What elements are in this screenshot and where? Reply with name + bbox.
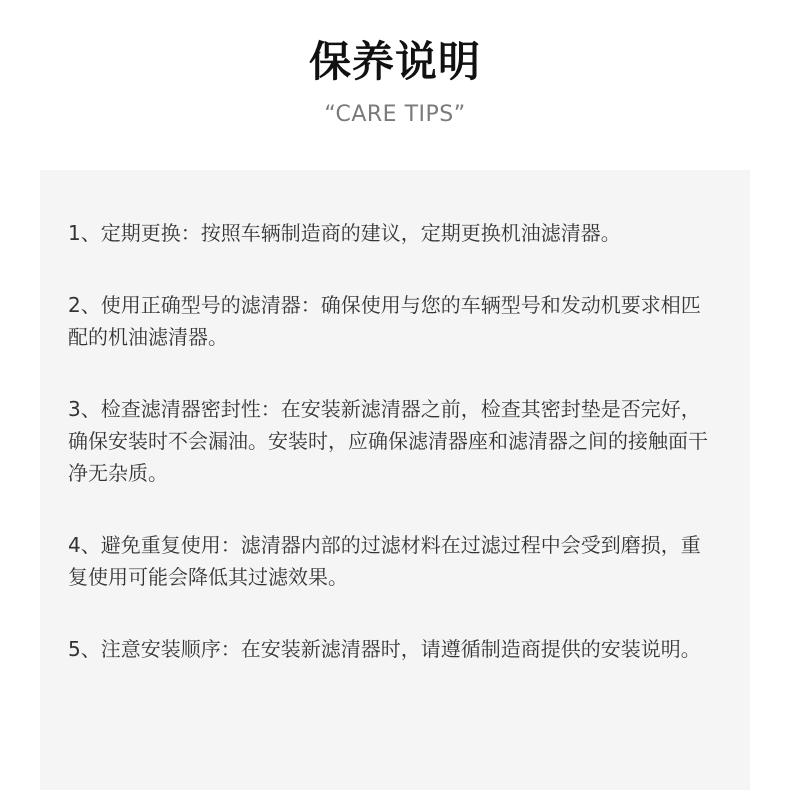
care-tip-item: 4、避免重复使用：滤清器内部的过滤材料在过滤过程中会受到磨损，重复使用可能会降低其过滤效果。 [68, 533, 701, 589]
care-tip-item: 5、注意安装顺序：在安装新滤清器时，请遵循制造商提供的安装说明。 [68, 637, 701, 661]
care-tips-panel [40, 170, 750, 790]
care-tip-item: 3、检查滤清器密封性：在安装新滤清器之前，检查其密封垫是否完好，确保安装时不会漏油。安装时，应确保滤清器座和滤清器之间的接触面干净无杂质。 [68, 397, 708, 485]
care-tip-item: 2、使用正确型号的滤清器：确保使用与您的车辆型号和发动机要求相匹配的机油滤清器。 [68, 293, 701, 349]
care-tips-list [68, 217, 716, 705]
care-tip-item: 1、定期更换：按照车辆制造商的建议，定期更换机油滤清器。 [68, 221, 621, 245]
page-subtitle: “CARE TIPS” [324, 102, 466, 127]
page-title: 保养说明 [308, 37, 481, 86]
